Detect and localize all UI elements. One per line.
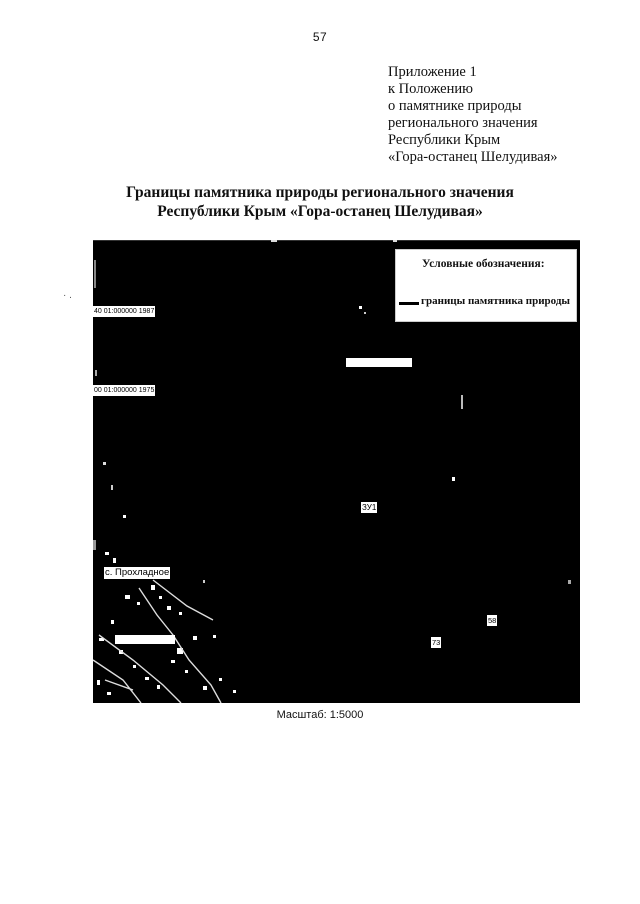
map-edge-tick xyxy=(93,240,580,241)
map-speck xyxy=(359,306,362,309)
appendix-line: регионального значения xyxy=(388,115,538,131)
map-speck xyxy=(111,485,113,490)
map-edge-tick xyxy=(393,240,397,242)
map-speck xyxy=(364,312,366,314)
page-number: 57 xyxy=(312,30,328,44)
map-speck xyxy=(95,370,97,376)
map-label-number: 73 xyxy=(432,638,441,647)
map-speck xyxy=(452,477,455,481)
map-speck xyxy=(461,395,463,409)
legend-boundary-line xyxy=(399,302,419,305)
map-label-contour-2: 00 01:000000 1975 xyxy=(94,387,155,394)
page-title xyxy=(0,183,640,221)
title-line-2: Республики Крым «Гора-останец Шелудивая» xyxy=(157,203,483,220)
map-speck xyxy=(94,260,96,288)
map-speck xyxy=(93,540,96,550)
map-scale: Масштаб: 1:5000 xyxy=(276,709,364,721)
appendix-line: «Гора-останец Шелудивая» xyxy=(388,149,558,165)
map-label-code: ЗУ1 xyxy=(362,503,377,512)
map-speck xyxy=(123,515,126,518)
map-label-blank xyxy=(115,635,175,644)
margin-mark: · . xyxy=(63,290,72,301)
map-edge-tick xyxy=(271,240,277,242)
map-speck xyxy=(103,462,106,465)
legend-boundary-label: границы памятника природы xyxy=(421,295,570,307)
appendix-line: к Положению xyxy=(388,81,473,97)
map-speck xyxy=(568,580,571,584)
appendix-line: Республики Крым xyxy=(388,132,501,148)
appendix-block xyxy=(388,64,557,166)
appendix-line: о памятнике природы xyxy=(388,98,522,114)
map-image xyxy=(93,240,580,703)
map-speck xyxy=(203,580,205,583)
map-legend xyxy=(395,249,577,322)
appendix-line: Приложение 1 xyxy=(388,64,477,80)
map-label-blank xyxy=(346,358,412,367)
title-line-1: Границы памятника природы регионального значения xyxy=(126,184,514,201)
map-label-number: 58 xyxy=(488,616,497,625)
map-label-contour-1: 40 01:000000 1987 xyxy=(94,308,155,315)
map-label-village: с. Прохладное xyxy=(105,567,170,578)
legend-title: Условные обозначения: xyxy=(422,258,545,270)
